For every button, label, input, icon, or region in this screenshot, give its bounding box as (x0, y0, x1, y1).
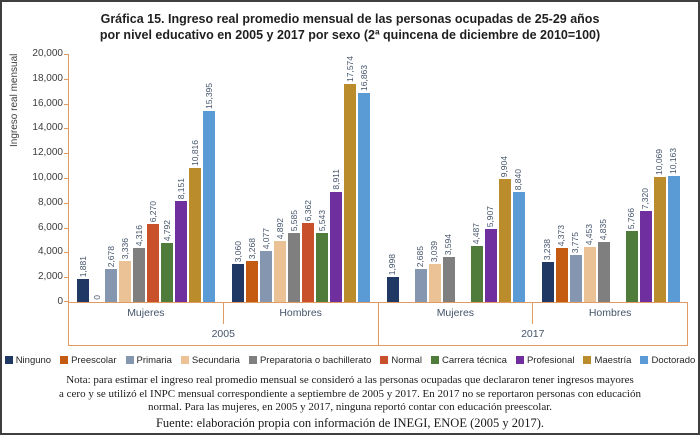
bar-slot (556, 54, 568, 302)
bar-profesional (640, 211, 652, 302)
bar-value-label: 4,792 (161, 219, 172, 241)
x-axis-sex-label: Hombres (224, 303, 379, 324)
y-tick-mark (64, 203, 69, 204)
y-tick-mark (64, 301, 69, 302)
legend-item-carrera-tecnica (431, 355, 507, 366)
bar-value-label: 8,840 (513, 168, 524, 190)
chart-title-line-2: por nivel educativo en 2005 y 2017 por sexo (2ª quincena de diciembre de 2010=100) (99, 28, 601, 42)
bar-value-label: 9,904 (499, 155, 510, 177)
bar-preparatoria-o-bachillerato (133, 248, 145, 302)
bar-value-label: 4,892 (274, 217, 285, 239)
bar-preescolar (556, 248, 568, 302)
bar-slot (260, 54, 272, 302)
bar-slot (203, 54, 215, 302)
bar-value-label: 3,060 (232, 240, 243, 262)
chart-title-line-1: Gráfica 15. Ingreso real promedio mensual de las personas ocupadas de 25-29 años (100, 12, 600, 26)
bar-value-label: 3,775 (570, 231, 581, 253)
y-tick-mark (64, 178, 69, 179)
bar-ninguno (387, 277, 399, 302)
y-tick-mark (64, 228, 69, 229)
note-line-3: normal. Para las mujeres, en 2005 y 2017, ninguna reportó contar con educación preescolar. (147, 401, 553, 413)
bar-value-label: 5,543 (316, 209, 327, 231)
y-axis-title: Ingreso real mensual (9, 54, 20, 148)
bar-preparatoria-o-bachillerato (443, 257, 455, 302)
legend-label: Preescolar (71, 354, 117, 366)
bar-slot (640, 54, 652, 302)
carrera-tecnica-swatch-icon (431, 356, 439, 364)
plot-wrap (68, 54, 688, 346)
legend-label: Carrera técnica (442, 354, 507, 366)
bar-secundaria (429, 264, 441, 302)
legend-item-primaria (126, 355, 172, 366)
bar-primaria (105, 269, 117, 302)
bar-slot (232, 54, 244, 302)
preescolar-swatch-icon (60, 356, 68, 364)
bar-secundaria (119, 261, 131, 302)
bar-primaria (570, 255, 582, 302)
bar-value-label: 4,373 (556, 224, 567, 246)
y-tick-mark (64, 79, 69, 80)
y-tick-label: 14,000 (32, 122, 63, 134)
bar-group-hombres-2017 (533, 54, 688, 302)
bar-doctorado (668, 176, 680, 302)
bar-value-label: 3,594 (443, 233, 454, 255)
bar-slot (401, 54, 413, 302)
y-tick-label: 20,000 (32, 48, 63, 59)
legend-item-secundaria (181, 355, 240, 366)
bar-secundaria (274, 241, 286, 302)
bar-normal (147, 224, 159, 302)
y-tick-label: 0 (57, 296, 63, 307)
bar-preparatoria-o-bachillerato (598, 242, 610, 302)
bar-slot (302, 54, 314, 302)
bar-slot (499, 54, 511, 302)
bar-value-label: 17,574 (344, 56, 355, 82)
bar-value-label: 8,151 (175, 177, 186, 199)
bar-slot (105, 54, 117, 302)
y-tick-label: 6,000 (37, 221, 63, 233)
bar-value-label: 10,163 (668, 148, 679, 174)
bar-profesional (330, 192, 342, 302)
bar-value-label: 4,077 (260, 227, 271, 249)
bar-maestria (189, 168, 201, 302)
bar-slot (668, 54, 680, 302)
bar-primaria (415, 269, 427, 302)
bar-slot (189, 54, 201, 302)
bar-value-label: 5,766 (626, 207, 637, 229)
bar-slot (457, 54, 469, 302)
legend-label: Maestría (594, 354, 632, 366)
bar-profesional (175, 201, 187, 302)
y-tick-label: 4,000 (37, 246, 63, 258)
legend-label: Normal (391, 354, 422, 366)
profesional-swatch-icon (516, 356, 524, 364)
bar-slot (91, 54, 103, 302)
x-axis-year-row (68, 324, 688, 346)
x-axis-sex-label: Hombres (588, 307, 632, 319)
bar-value-label: 3,336 (119, 237, 130, 259)
legend-item-preparatoria-o-bachillerato (249, 355, 371, 366)
y-tick-mark (64, 252, 69, 253)
bar-ninguno (542, 262, 554, 302)
legend-item-ninguno (5, 355, 51, 366)
bar-value-label: 5,907 (485, 205, 496, 227)
bar-value-label: 7,320 (640, 187, 651, 209)
bar-slot (119, 54, 131, 302)
bar-slot (626, 54, 638, 302)
bar-value-label: 4,835 (598, 218, 609, 240)
legend-label: Primaria (136, 354, 172, 366)
bar-value-label: 2,678 (105, 245, 116, 267)
bar-value-label: 4,487 (471, 222, 482, 244)
bar-slot (471, 54, 483, 302)
y-axis-tick-labels (22, 48, 68, 307)
bar-group-hombres-2005 (224, 54, 379, 302)
note-line-1: Nota: para estimar el ingreso real promedio mensual se consideró a las personas ocupadas que declararon tener ingresos mayores (66, 374, 634, 386)
maestria-swatch-icon (583, 356, 591, 364)
bar-slot (570, 54, 582, 302)
plot-area (68, 54, 688, 303)
bar-slot (485, 54, 497, 302)
bar-slot (147, 54, 159, 302)
bar-primaria (260, 251, 272, 302)
bar-slot (288, 54, 300, 302)
bar-slot (274, 54, 286, 302)
note-text (2, 374, 698, 415)
bar-carrera-tecnica (471, 246, 483, 302)
bar-value-label: 2,685 (415, 245, 426, 267)
y-tick-mark (64, 104, 69, 105)
legend-item-preescolar (60, 355, 116, 366)
legend-label: Preparatoria o bachillerato (259, 354, 372, 366)
bar-slot (542, 54, 554, 302)
bar-value-label: 4,453 (584, 223, 595, 245)
chart-body (2, 48, 698, 346)
x-axis-sex-row (68, 303, 688, 324)
normal-swatch-icon (380, 356, 388, 364)
bar-value-label: 15,395 (203, 83, 214, 109)
bar-ninguno (77, 279, 89, 302)
y-tick-mark (64, 153, 69, 154)
bar-normal (302, 223, 314, 302)
bar-group-mujeres-2005 (69, 54, 224, 302)
y-tick-label: 8,000 (37, 196, 63, 208)
bar-value-label: 6,362 (302, 199, 313, 221)
bar-maestria (344, 84, 356, 302)
bar-value-label: 8,911 (330, 169, 341, 190)
bar-maestria (654, 177, 666, 302)
bar-value-label: 3,268 (246, 237, 257, 259)
x-axis-sex-label: Mujeres (69, 303, 224, 324)
bar-slot (161, 54, 173, 302)
legend (2, 352, 698, 368)
bar-carrera-tecnica (161, 243, 173, 302)
bar-slot (133, 54, 145, 302)
bar-doctorado (513, 192, 525, 302)
bar-value-label: 1,881 (77, 255, 88, 277)
legend-label: Profesional (526, 354, 575, 366)
y-tick-mark (64, 277, 69, 278)
bar-slot (316, 54, 328, 302)
bar-value-label: 4,316 (133, 224, 144, 246)
y-tick-label: 16,000 (32, 97, 63, 109)
legend-item-doctorado (640, 355, 695, 366)
bar-doctorado (358, 93, 370, 302)
bar-value-label: 16,863 (358, 65, 369, 91)
note-line-2: a cero y se utilizó el INPC mensual correspondiente a septiembre de 2005 y 2017. En 2017 no se reportaron personas con educación (59, 387, 641, 400)
bar-group-mujeres-2017 (379, 54, 534, 302)
bar-slot (246, 54, 258, 302)
bar-slot (584, 54, 596, 302)
legend-item-profesional (516, 355, 575, 366)
secundaria-swatch-icon (181, 356, 189, 364)
chart-title (2, 2, 698, 47)
bar-carrera-tecnica (626, 231, 638, 302)
bar-value-label: 10,816 (189, 140, 200, 166)
bar-slot (612, 54, 624, 302)
x-axis-year-label: 2017 (521, 328, 545, 340)
legend-item-normal (380, 355, 422, 366)
bar-value-label: 10,069 (654, 149, 665, 175)
bar-profesional (485, 229, 497, 302)
bar-slot (175, 54, 187, 302)
bar-secundaria (584, 247, 596, 302)
bar-preescolar (246, 261, 258, 302)
primaria-swatch-icon (126, 356, 134, 364)
bar-value-label: 0 (91, 295, 102, 300)
y-tick-label: 12,000 (32, 147, 63, 159)
bar-slot (429, 54, 441, 302)
bar-slot (415, 54, 427, 302)
bar-carrera-tecnica (316, 233, 328, 302)
bar-ninguno (232, 264, 244, 302)
bar-slot (443, 54, 455, 302)
y-tick-label: 10,000 (32, 172, 63, 183)
y-tick-mark (64, 128, 69, 129)
doctorado-swatch-icon (640, 356, 648, 364)
bar-slot (344, 54, 356, 302)
legend-item-maestria (583, 355, 631, 366)
bar-slot (513, 54, 525, 302)
bar-slot (330, 54, 342, 302)
bar-preparatoria-o-bachillerato (288, 233, 300, 302)
legend-label: Doctorado (651, 354, 696, 366)
legend-label: Ninguno (15, 354, 52, 366)
y-tick-label: 2,000 (37, 271, 63, 283)
bar-slot (654, 54, 666, 302)
bar-value-label: 5,585 (288, 209, 299, 231)
x-axis-year-label: 2005 (69, 324, 379, 345)
bar-slot (358, 54, 370, 302)
legend-label: Secundaria (191, 354, 240, 366)
preparatoria-o-bachillerato-swatch-icon (249, 356, 257, 364)
bar-value-label: 1,998 (387, 253, 398, 275)
bar-maestria (499, 179, 511, 302)
bar-slot (598, 54, 610, 302)
source-text: Fuente: elaboración propia con información de INEGI, ENOE (2005 y 2017). (155, 415, 545, 430)
x-axis-sex-label: Mujeres (379, 303, 534, 324)
bar-slot (77, 54, 89, 302)
bar-slot (387, 54, 399, 302)
y-tick-label: 18,000 (32, 72, 63, 84)
bar-value-label: 6,270 (147, 200, 158, 222)
ninguno-swatch-icon (5, 356, 13, 364)
y-tick-mark (64, 54, 69, 55)
bar-doctorado (203, 111, 215, 302)
bar-value-label: 3,238 (542, 238, 553, 260)
bar-value-label: 3,039 (429, 240, 440, 262)
